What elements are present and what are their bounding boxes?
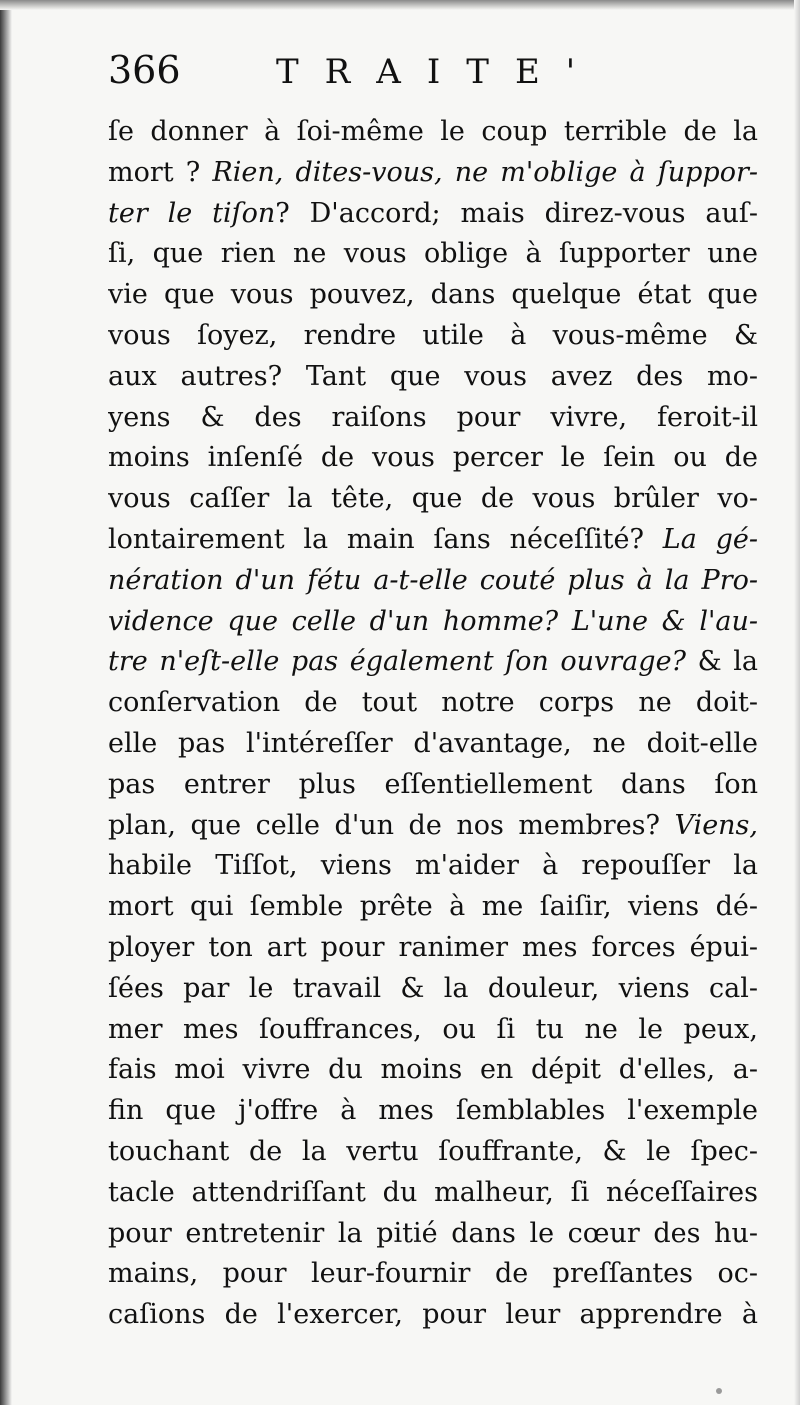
text-line	[108, 724, 758, 765]
text-line	[108, 438, 758, 479]
text-segment: ſe donner à ſoi-même le coup terrible de la	[108, 116, 758, 147]
text-line	[108, 928, 758, 969]
text-line	[108, 1010, 758, 1051]
text-line	[108, 1254, 758, 1295]
italic-segment: Viens,	[674, 809, 758, 841]
text-segment: ſi, que rien ne vous oblige à ſupporter une	[108, 238, 758, 270]
text-line	[108, 398, 758, 439]
text-segment: vie que vous pouvez, dans quelque état que	[108, 279, 758, 311]
scan-edge-left	[0, 0, 12, 1405]
running-title: TRAITE'	[276, 52, 602, 92]
italic-segment: Rien, dites-vous, ne m'oblige à ſuppor-	[212, 156, 758, 188]
italic-segment: ter le tiſon	[108, 197, 276, 229]
text-segment: touchant de la vertu ſouffrante, & le ſpec-	[108, 1135, 758, 1167]
text-segment: elle pas l'intéreſſer d'avantage, ne doit-elle	[108, 727, 758, 759]
text-line	[108, 357, 758, 398]
text-segment: conſervation de tout notre corps ne doit-	[108, 687, 758, 719]
text-segment: ? D'accord; mais direz-vous auſ-	[275, 197, 758, 229]
text-segment: moins inſenſé de vous percer le ſein ou de	[108, 442, 758, 474]
text-segment: ſées par le travail & la douleur, viens cal-	[108, 972, 758, 1004]
text-line	[108, 479, 758, 520]
text-line	[108, 765, 758, 806]
text-segment: vous ſoyez, rendre utile à vous-même &	[108, 319, 758, 351]
text-line	[108, 1214, 758, 1255]
page-header	[108, 36, 758, 96]
text-segment: fin que j'offre à mes ſemblables l'exemple	[108, 1095, 758, 1127]
text-line	[108, 806, 758, 847]
text-segment: habile Tiſſot, viens m'aider à repouſſer la	[108, 850, 758, 882]
text-segment: pour entretenir la pitié dans le cœur des hu-	[108, 1217, 758, 1249]
text-segment: lontairement la main ſans néceſſité?	[108, 523, 663, 555]
ink-speck	[716, 1388, 722, 1394]
text-segment: ployer ton art pour ranimer mes forces épui-	[108, 931, 758, 963]
text-segment: & la	[686, 646, 758, 678]
text-segment: vous caſſer la tête, que de vous brûler vo-	[108, 483, 758, 515]
text-line	[108, 683, 758, 724]
text-line	[108, 1050, 758, 1091]
text-segment: fais moi vivre du moins en dépit d'elles, a-	[108, 1054, 758, 1086]
text-segment: caſions de l'exercer, pour leur apprendre à	[108, 1299, 758, 1331]
body-text	[108, 112, 758, 1336]
text-line	[108, 1091, 758, 1132]
text-line	[108, 520, 758, 561]
text-line	[108, 1173, 758, 1214]
text-segment: yens & des raiſons pour vivre, feroit-il	[108, 401, 758, 433]
text-line	[108, 602, 758, 643]
text-line	[108, 642, 758, 683]
text-segment: aux autres? Tant que vous avez des mo-	[108, 360, 758, 392]
text-segment: mains, pour leur-fournir de preſſantes oc-	[108, 1258, 758, 1290]
text-line	[108, 561, 758, 602]
text-line	[108, 153, 758, 194]
scan-edge-right	[794, 0, 800, 1405]
italic-segment: vidence que celle d'un homme? L'une & l'au-	[108, 605, 758, 637]
text-line	[108, 194, 758, 235]
text-segment: pas entrer plus eſſentiellement dans ſon	[108, 768, 758, 800]
italic-segment: La gé-	[662, 523, 758, 555]
text-segment: mort ?	[108, 156, 213, 188]
text-segment: tacle attendriſſant du malheur, ſi néceſſaires	[108, 1176, 758, 1208]
text-segment: mort qui ſemble prête à me ſaiſir, viens dé-	[108, 891, 758, 923]
text-line	[108, 887, 758, 928]
text-line	[108, 275, 758, 316]
italic-segment: nération d'un fétu a-t-elle couté plus à la Pro-	[108, 564, 758, 596]
italic-segment: tre n'eſt-elle pas également ſon ouvrage?	[108, 646, 687, 678]
text-segment: mer mes ſouffrances, ou ſi tu ne le peux,	[108, 1013, 758, 1045]
text-segment: plan, que celle d'un de nos membres?	[108, 809, 675, 841]
text-line	[108, 969, 758, 1010]
text-line	[108, 316, 758, 357]
scan-edge-top	[0, 0, 800, 10]
text-line	[108, 112, 758, 153]
text-line	[108, 846, 758, 887]
text-line	[108, 1295, 758, 1336]
text-line	[108, 234, 758, 275]
text-line	[108, 1132, 758, 1173]
page-number: 366	[108, 48, 181, 92]
